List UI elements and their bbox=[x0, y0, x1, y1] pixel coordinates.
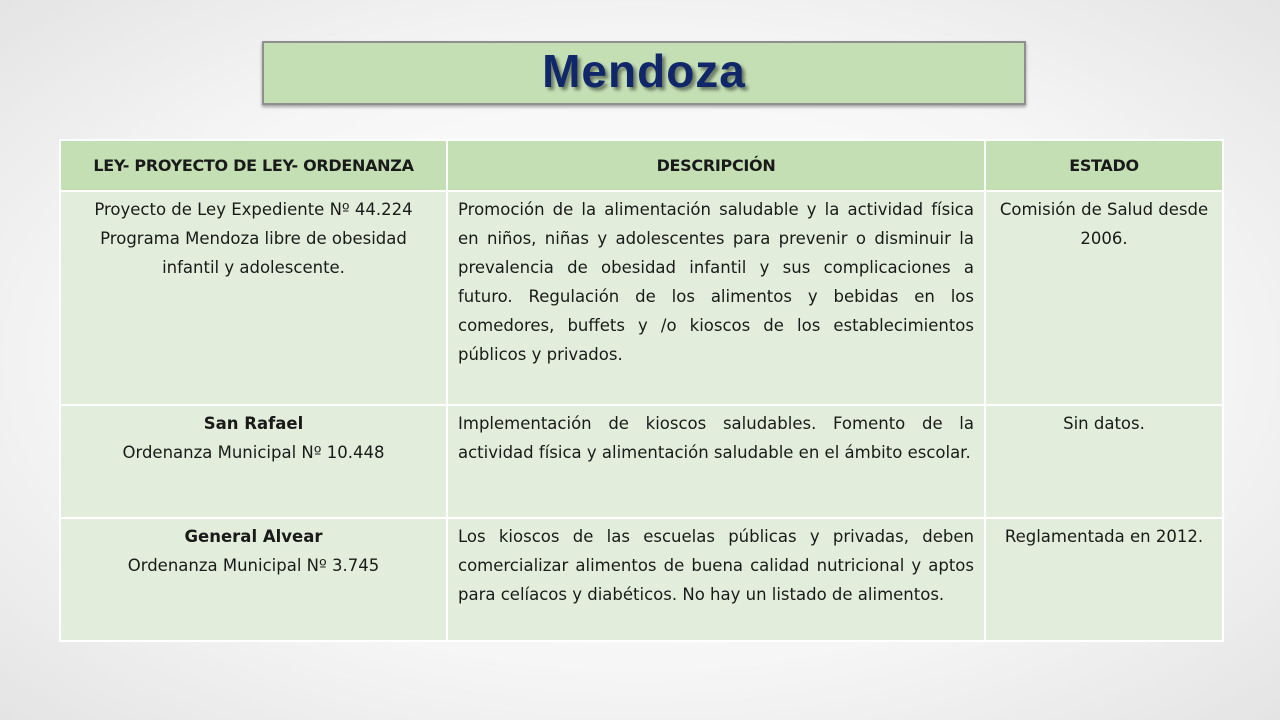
law-cell bbox=[60, 405, 447, 518]
page-title: Mendoza bbox=[542, 45, 746, 97]
status-cell: Sin datos. bbox=[985, 405, 1223, 518]
law-cell bbox=[60, 191, 447, 405]
law-cell bbox=[60, 518, 447, 641]
header-status: ESTADO bbox=[985, 140, 1223, 191]
law-municipality: San Rafael bbox=[203, 414, 304, 433]
law-line: Ordenanza Municipal Nº 3.745 bbox=[127, 556, 380, 575]
header-law: LEY- PROYECTO DE LEY- ORDENANZA bbox=[60, 140, 447, 191]
header-description: DESCRIPCIÓN bbox=[447, 140, 985, 191]
table-row bbox=[60, 191, 1223, 405]
table-row bbox=[60, 518, 1223, 641]
title-banner bbox=[262, 41, 1026, 105]
law-municipality: General Alvear bbox=[184, 527, 323, 546]
table-header-row bbox=[60, 140, 1223, 191]
status-cell: Comisión de Salud desde 2006. bbox=[985, 191, 1223, 405]
law-line: Programa Mendoza libre de obesidad infantil y adolescente. bbox=[100, 229, 407, 277]
status-cell: Reglamentada en 2012. bbox=[985, 518, 1223, 641]
law-line: Proyecto de Ley Expediente Nº 44.224 bbox=[94, 200, 413, 219]
description-cell: Implementación de kioscos saludables. Fomento de la actividad física y alimentación saludable en el ámbito escolar. bbox=[447, 405, 985, 518]
description-cell: Los kioscos de las escuelas públicas y privadas, deben comercializar alimentos de buena calidad nutricional y aptos para celíacos y diabéticos. No hay un listado de alimentos. bbox=[447, 518, 985, 641]
laws-table bbox=[59, 139, 1224, 642]
law-line: Ordenanza Municipal Nº 10.448 bbox=[122, 443, 385, 462]
table-row bbox=[60, 405, 1223, 518]
description-cell: Promoción de la alimentación saludable y la actividad física en niños, niñas y adolescentes para prevenir o disminuir la prevalencia de obesidad infantil y sus complicaciones a futuro. Regulación de los alimentos y bebidas en los comedores, buffets y /o kioscos de los establecimientos públicos y privados. bbox=[447, 191, 985, 405]
